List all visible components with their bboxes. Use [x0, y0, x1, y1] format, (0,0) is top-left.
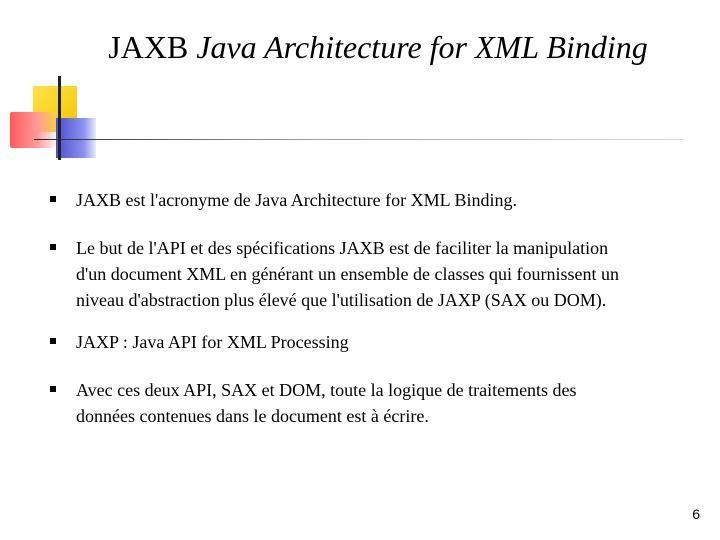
square-bullet-icon [50, 196, 56, 202]
title-plain: JAXB [108, 29, 197, 65]
vertical-rule [58, 76, 61, 160]
title-italic: Java Architecture for XML Binding [196, 29, 648, 65]
square-bullet-icon [50, 338, 56, 344]
bullet-text: Le but de l'API et des spécifications JAXB est de faciliter la manipulation d'un document XML en générant un ensemble de classes qui fournissent un niveau d'abstraction plus élevé que l'utilisation de JAXP (SAX ou DOM). [76, 238, 619, 310]
square-bullet-icon [50, 386, 56, 392]
square-bullet-icon [50, 244, 56, 250]
bullet-text: Avec ces deux API, SAX et DOM, toute la logique de traitements des données contenues dans le document est à écrire. [76, 380, 577, 426]
page-number: 6 [692, 506, 700, 522]
blue-square [56, 118, 96, 158]
title-divider [34, 139, 684, 140]
red-square [10, 112, 56, 148]
bullet-text: JAXB est l'acronyme de Java Architecture for XML Binding. [76, 190, 517, 210]
slide-title [60, 26, 696, 68]
bullet-text: JAXP : Java API for XML Processing [76, 332, 349, 352]
